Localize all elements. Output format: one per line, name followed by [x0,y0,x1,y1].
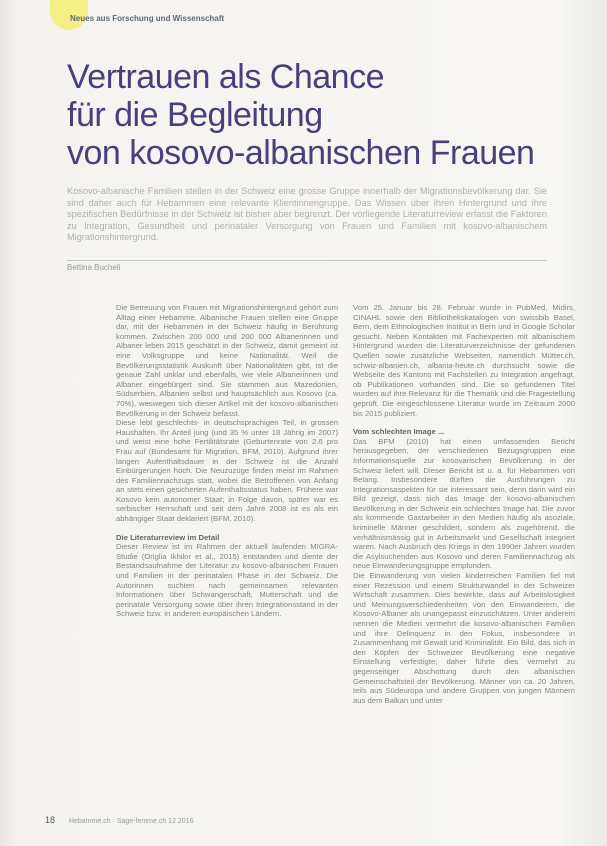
article-title [67,58,547,172]
paragraph: Das BFM (2010) hat einen umfassenden Bericht herausgegeben, der verschiedenen Bezugsgruppen eine Informationsquelle zur kosovarischen Bevölkerung in der Schweiz liefert will. Dieser Bericht ist u. a. für Hebammen von Belang. Insbesondere dürften die Ausführungen zu Integrationsaspekten für sie interessant sein, denn darin wird ein Bild gezeigt, dass sich das Image der kosovo-albanischen Bevölkerung in der Schweiz ein schlechtes Image hat. Die zuvor als kommende Gastarbeiter in den Medien häufig als asoziale, kriminelle Männer geschildert, sondern als zugehörend, die verhältnismässig gut in Arbeitsmarkt und Gesellschaft integriert waren. Nach Ausbruch des Kriegs in den 1990er Jahren wurden die Asylsuchenden aus Kosovo und deren Familiennachzug als neue Einwanderungsgruppe empfunden. [353,436,575,571]
left-column [116,303,338,619]
article-lead: Kosovo-albanische Familien stellen in der Schweiz eine grosse Gruppe innerhalb der Migrationsbevölkerung dar. Sie sind daher auch für Hebammen eine relevante Klientinnengruppe. Das Wissen über ihren Hintergrund und ihre spezifischen Bedürfnisse in der Schweiz ist bisher aber begrenzt. Der vorliegende Literaturreview erfasst die Faktoren zu Integration, Gesundheit und perinataler Versorgung von Frauen und Familien mit kosovo-albanischem Migrationshintergrund. [67,186,547,243]
page-footer [45,815,193,825]
title-line: für die Begleitung [67,96,323,134]
divider [67,260,547,261]
title-line: von kosovo-albanischen Frauen [67,134,535,172]
paragraph: Diese lebt geschlechts- in deutschsprachigen Teil, in grossen Haushalten. Ihr Anteil jung (und 35 % unter 18 Jährig im 2007) und weist eine hohe Fertilitätsrate (Geburtenrate von 2.6 pro Frau auf (Bundesamt für Migration, BFM, 2010). Aufgrund ihrer langen Aufenthaltsdauer in der Schweiz ist die Anzahl Einbürgerungen hoch. Die Neuzuzüge finden meist im Rahmen des Familiennachzugs statt, wobei die Betroffenen von Anfang an stets einen gesicherten Aufenthaltsstatus haben. Frühere war Kosovo kein autonomer Staat; in Folge davon, später war es serbischer Herrschaft und seit dem Jahre 2008 ist es als ein abhängiger Staat deklariert (BFM, 2010). [116,418,338,524]
title-line: Vertrauen als Chance [67,58,384,96]
paragraph: Die Einwanderung von vielen kinderreichen Familien fiel mit einer Rezession und einem Strukturwandel in der Schweizer Wirtschaft zusammen. Dies bewirkte, dass auf Arbeitslosigkeit und Meinungsverschiedenheiten von den Einwanderern, die Kosovo-Albaner als unangepasst einzuschätzen. Unter anderem nennen die Medien vermehrt die kosovo-albanischen Familien und ihre Delinquenz in den Fokus, insbesondere in Zusammenhang mit Gewalt und Kriminalität. Ein Bild, das sich in den Köpfen der Schweizer Bevölkerung eine negative Einstellung verfestigte; daher führte dies vermehrt zu gegenseitiger Abschottung durch den albanischen Gemeinschaftsteil der Bevölkerung. Männer von ca. 20 Jahren, teils aus Südeuropa und andere Gruppen von jungen Männern aus dem Balkan und unter [353,571,575,705]
section-heading: Vom schlechten Image ... [353,427,445,437]
journal-credit: Hebamme.ch · Sage-femme.ch 12 2016 [68,818,194,825]
page-number: 18 [45,815,56,825]
right-column [353,303,575,705]
paragraph: Die Betreuung von Frauen mit Migrationshintergrund gehört zum Alltag einer Hebamme. Albanische Frauen stellen eine Gruppe dar, mit der Hebammen in der Schweiz häufig in Berührung kommen. Zwischen 200 000 und 200 000 Albanerinnen und Albaner leben 2015 geschätzt in der Schweiz, damit gemeint ist eine Volksgruppe und keine Nationalität. Weil die Bevölkerungsstatistik Auskunft über Nationalitäten gibt, ist die genaue Zahl unklar und ebenfalls, wie viele Albanerinnen und Albaner eingebürgert sind. Sie stammen aus Mazedonien, Südserbien, Albanien selbst und hauptsächlich aus Kosovo (ca. 70%), weswegen sich dieser Artikel mit der kosovo-albanischen Bevölkerung in der Schweiz befasst. [116,303,338,418]
section-kicker: Neues aus Forschung und Wissenschaft [70,14,225,23]
paragraph: Vom 25. Januar bis 28. Februar wurde in PubMed, Midirs, CINAHL sowie den Bibliothekskatalogen von swissbib Basel, Bern, dem Ethnologischen Institut in Bern und in Google Scholar gesucht. Neben Kontakten mit Fachexperten mit albanischem Hintergrund wurden die Literaturverzeichnisse der gefundenen Quellen sowie zusätzliche Webseiten, namentlich Mütter.ch, schwiz-albanien.ch, albania-heute.ch durchsucht sowie die Webseite des Kantons mit Fachstellen zu Integration angefragt, ob Publikationen vorhanden sind. Die so gefundenen Titel wurden auf ihre Relevanz für die Thematik und die Fragestellung geprüft. Die eingeschlossene Literatur wurde im Zeitraum 2000 bis 2015 publiziert. [353,303,575,418]
paragraph: Dieser Review ist im Rahmen der aktuell laufenden MIGRA-Studie (Origlia Ikhilor et al., 2015) entstanden und diente der Bestandsaufnahme der Literatur zu kosovo-albanischen Frauen und Familien in der perinatalen Phase in der Schweiz. Die Autorinnen suchten nach gemeinsamen relevanten Informationen über Schwangerschaft, Mutterschaft und die perinatale Versorgung sowie über ihren Integrationsstand in der Schweiz bzw. in anderen europäischen Ländern. [116,542,338,619]
author-name: Bettina Bucheli [67,263,121,272]
section-heading: Die Literaturreview im Detail [116,532,220,542]
